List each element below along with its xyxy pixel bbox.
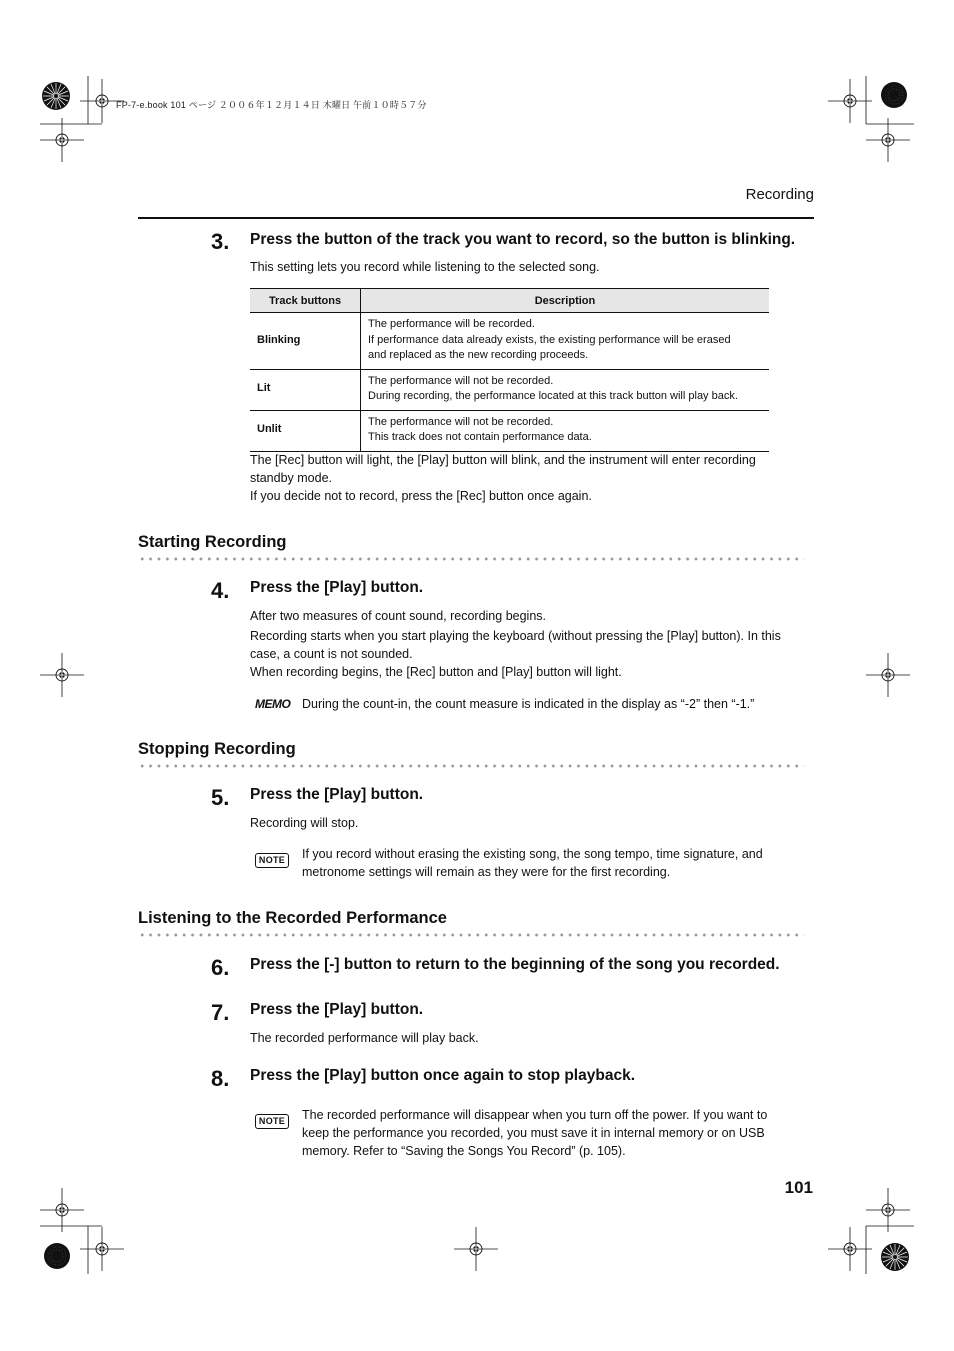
step-title: Press the button of the track you want to record, so the button is blinking.	[250, 231, 796, 248]
crop-mark-top-right	[828, 76, 914, 162]
step-title: Press the [Play] button.	[250, 579, 424, 596]
step-number: 5.	[211, 785, 230, 810]
text-line: Recording starts when you start playing the keyboard (without pressing the [Play] button). In this	[250, 629, 781, 643]
description-line: This track does not contain performance data.	[368, 431, 592, 443]
print-meta-line: FP-7-e.book 101 ページ ２００６年１２月１４日 木曜日 午前１０時５７分	[116, 100, 427, 110]
track-buttons-table	[250, 288, 769, 452]
running-header: Recording	[745, 186, 814, 203]
crop-mark-top-left	[40, 76, 124, 162]
step-text	[250, 607, 800, 681]
after-table-text	[250, 451, 790, 505]
table-row	[250, 313, 769, 370]
track-button-description	[361, 410, 770, 451]
track-button-description	[361, 369, 770, 410]
section-heading: Stopping Recording	[138, 740, 296, 758]
text-line: keep the performance you recorded, you must save it in internal memory or on USB	[302, 1126, 765, 1140]
text-line: If you record without erasing the existing song, the song tempo, time signature, and	[302, 847, 763, 861]
text-line: If you decide not to record, press the [Rec] button once again.	[250, 489, 592, 503]
note-icon: NOTE	[255, 853, 289, 868]
description-line: The performance will be recorded.	[368, 318, 535, 330]
table-header-row	[250, 289, 769, 313]
text-line: case, a count is not sounded.	[250, 647, 413, 661]
text-line: After two measures of count sound, recording begins.	[250, 609, 546, 623]
memo-text: During the count-in, the count measure is indicated in the display as “-2” then “-1.”	[302, 697, 755, 711]
description-line: The performance will not be recorded.	[368, 374, 554, 387]
section-heading: Listening to the Recorded Performance	[138, 909, 447, 927]
step-text: Recording will stop.	[250, 816, 359, 830]
step-text: The recorded performance will play back.	[250, 1031, 479, 1045]
dotted-divider	[138, 763, 804, 769]
table-header-cell: Description	[361, 289, 770, 313]
text-line: When recording begins, the [Rec] button and [Play] button will light.	[250, 665, 622, 679]
dotted-divider	[138, 556, 804, 562]
track-button-state: Blinking	[250, 313, 361, 370]
text-line: The [Rec] button will light, the [Play] button will blink, and the instrument will enter recording	[250, 453, 756, 467]
crop-mark-bottom-center	[454, 1227, 498, 1271]
memo-icon: MEMO	[255, 697, 291, 711]
table-header-cell: Track buttons	[250, 289, 361, 313]
description-line: The performance will not be recorded.	[368, 415, 554, 428]
step-number: 3.	[211, 229, 230, 254]
track-button-description	[361, 313, 770, 370]
track-button-state: Unlit	[250, 410, 361, 451]
table-row	[250, 410, 769, 451]
dotted-divider	[138, 932, 804, 938]
table-row	[250, 369, 769, 410]
text-line: memory. Refer to “Saving the Songs You Record” (p. 105).	[302, 1144, 626, 1158]
description-line: If performance data already exists, the existing performance will be erased	[368, 333, 731, 346]
step-number: 4.	[211, 578, 230, 603]
section-heading: Starting Recording	[138, 533, 287, 551]
description-line: and replaced as the new recording proceeds.	[368, 349, 589, 361]
crop-mark-mid-right	[866, 653, 910, 697]
note-icon: NOTE	[255, 1114, 289, 1129]
track-button-state: Lit	[250, 369, 361, 410]
step-title: Press the [Play] button once again to stop playback.	[250, 1067, 635, 1084]
step-title: Press the [Play] button.	[250, 786, 424, 803]
text-line: The recorded performance will disappear when you turn off the power. If you want to	[302, 1108, 768, 1122]
step-number: 7.	[211, 1000, 230, 1025]
step-number: 6.	[211, 955, 230, 980]
note-text	[302, 845, 802, 881]
header-rule	[138, 217, 814, 219]
step-number: 8.	[211, 1066, 230, 1091]
description-line: During recording, the performance located at this track button will play back.	[368, 390, 738, 402]
crop-mark-bottom-left	[40, 1188, 124, 1274]
step-title: Press the [Play] button.	[250, 1001, 424, 1018]
crop-mark-mid-left	[40, 653, 84, 697]
note-text	[302, 1106, 802, 1160]
page-number: 101	[784, 1178, 813, 1197]
step-title: Press the [-] button to return to the beginning of the song you recorded.	[250, 956, 780, 973]
crop-mark-bottom-right	[828, 1188, 914, 1274]
text-line: metronome settings will remain as they were for the first recording.	[302, 865, 671, 879]
step-text: This setting lets you record while listening to the selected song.	[250, 260, 600, 274]
text-line: standby mode.	[250, 471, 332, 485]
